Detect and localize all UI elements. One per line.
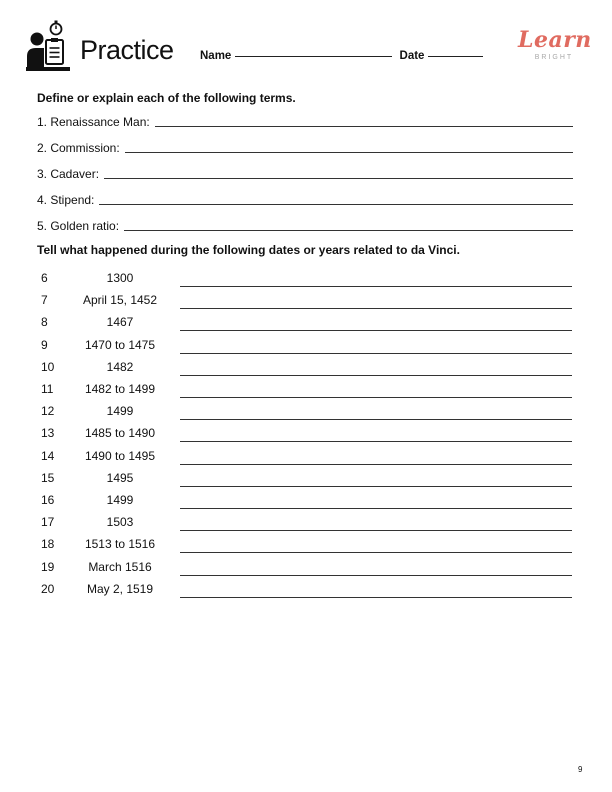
date-value: 1513 to 1516 bbox=[84, 537, 156, 552]
date-row[interactable] bbox=[0, 290, 612, 312]
name-blank-line[interactable] bbox=[235, 56, 392, 57]
answer-line[interactable] bbox=[180, 330, 572, 331]
answer-line[interactable] bbox=[180, 508, 572, 509]
term-row[interactable] bbox=[37, 139, 573, 155]
date-row[interactable] bbox=[0, 357, 612, 379]
date-value: May 2, 1519 bbox=[86, 581, 154, 596]
name-label: Name bbox=[200, 50, 232, 62]
item-number: 18 bbox=[41, 537, 55, 552]
term-label: 3. Cadaver: bbox=[37, 167, 100, 181]
item-number: 15 bbox=[41, 470, 55, 485]
item-number: 6 bbox=[41, 271, 48, 285]
item-number: 9 bbox=[41, 337, 48, 352]
term-row[interactable] bbox=[37, 113, 573, 129]
answer-line[interactable] bbox=[104, 177, 573, 179]
term-row[interactable] bbox=[37, 217, 573, 233]
answer-line[interactable] bbox=[180, 464, 572, 465]
date-value: 1485 to 1490 bbox=[84, 426, 156, 441]
date-value: 1499 bbox=[106, 493, 134, 507]
date-row[interactable] bbox=[0, 490, 612, 512]
date-row[interactable] bbox=[0, 379, 612, 401]
date-value: 1467 bbox=[106, 315, 134, 330]
date-value: 1482 bbox=[106, 359, 134, 374]
term-row[interactable] bbox=[37, 165, 573, 181]
item-number: 13 bbox=[41, 426, 55, 441]
answer-line[interactable] bbox=[180, 597, 572, 598]
date-label: Date bbox=[399, 50, 425, 62]
answer-line[interactable] bbox=[180, 397, 572, 398]
item-number: 7 bbox=[41, 293, 48, 308]
section1-heading: Define or explain each of the following terms. bbox=[37, 91, 296, 105]
term-label: 5. Golden ratio: bbox=[37, 219, 120, 233]
item-number: 20 bbox=[41, 581, 55, 596]
date-row[interactable] bbox=[0, 423, 612, 445]
answer-line[interactable] bbox=[99, 203, 573, 205]
term-label: 4. Stipend: bbox=[37, 193, 95, 207]
date-value: April 15, 1452 bbox=[82, 293, 158, 308]
answer-line[interactable] bbox=[180, 353, 572, 354]
page-number: 9 bbox=[578, 765, 583, 774]
item-number: 14 bbox=[41, 448, 55, 463]
answer-line[interactable] bbox=[180, 419, 572, 420]
logo-subword: BRIGHT bbox=[534, 54, 574, 61]
date-row[interactable] bbox=[0, 401, 612, 423]
page-title: Practice bbox=[80, 35, 174, 65]
date-value: 1490 to 1495 bbox=[84, 448, 156, 463]
date-value: 1482 to 1499 bbox=[84, 382, 156, 396]
item-number: 16 bbox=[41, 493, 55, 507]
name-date-fields bbox=[200, 50, 483, 62]
answer-line[interactable] bbox=[180, 286, 572, 287]
answer-line[interactable] bbox=[180, 308, 572, 309]
answer-line[interactable] bbox=[125, 151, 573, 153]
date-blank-line[interactable] bbox=[428, 56, 483, 57]
date-row[interactable] bbox=[0, 446, 612, 468]
date-row[interactable] bbox=[0, 579, 612, 601]
date-row[interactable] bbox=[0, 335, 612, 357]
date-row[interactable] bbox=[0, 557, 612, 579]
date-row[interactable] bbox=[0, 468, 612, 490]
term-label: 2. Commission: bbox=[37, 141, 120, 155]
answer-line[interactable] bbox=[124, 229, 573, 231]
date-value: 1503 bbox=[106, 515, 134, 530]
term-label: 1. Renaissance Man: bbox=[37, 115, 150, 129]
answer-line[interactable] bbox=[180, 530, 572, 531]
answer-line[interactable] bbox=[180, 486, 572, 487]
date-row[interactable] bbox=[0, 512, 612, 534]
item-number: 12 bbox=[41, 404, 55, 419]
date-value: 1470 to 1475 bbox=[84, 337, 156, 352]
item-number: 10 bbox=[41, 359, 55, 374]
item-number: 19 bbox=[41, 559, 55, 574]
logo-word: Learn bbox=[518, 27, 592, 53]
date-row[interactable] bbox=[0, 534, 612, 556]
answer-line[interactable] bbox=[180, 575, 572, 576]
answer-line[interactable] bbox=[180, 375, 572, 376]
answer-line[interactable] bbox=[180, 552, 572, 553]
item-number: 17 bbox=[41, 515, 55, 530]
worksheet-header bbox=[0, 0, 612, 80]
date-value: 1300 bbox=[106, 271, 134, 285]
learn-bright-logo bbox=[518, 27, 590, 69]
answer-line[interactable] bbox=[180, 441, 572, 442]
date-value: March 1516 bbox=[88, 559, 152, 574]
term-row[interactable] bbox=[37, 191, 573, 207]
date-row[interactable] bbox=[0, 268, 612, 290]
item-number: 11 bbox=[41, 382, 54, 396]
student-with-clipboard-and-stopwatch-icon bbox=[26, 20, 72, 72]
date-row[interactable] bbox=[0, 312, 612, 334]
answer-line[interactable] bbox=[155, 125, 573, 127]
section2-heading: Tell what happened during the following dates or years related to da Vinci. bbox=[37, 243, 460, 257]
date-value: 1499 bbox=[106, 404, 134, 419]
item-number: 8 bbox=[41, 315, 48, 330]
date-value: 1495 bbox=[106, 470, 134, 485]
